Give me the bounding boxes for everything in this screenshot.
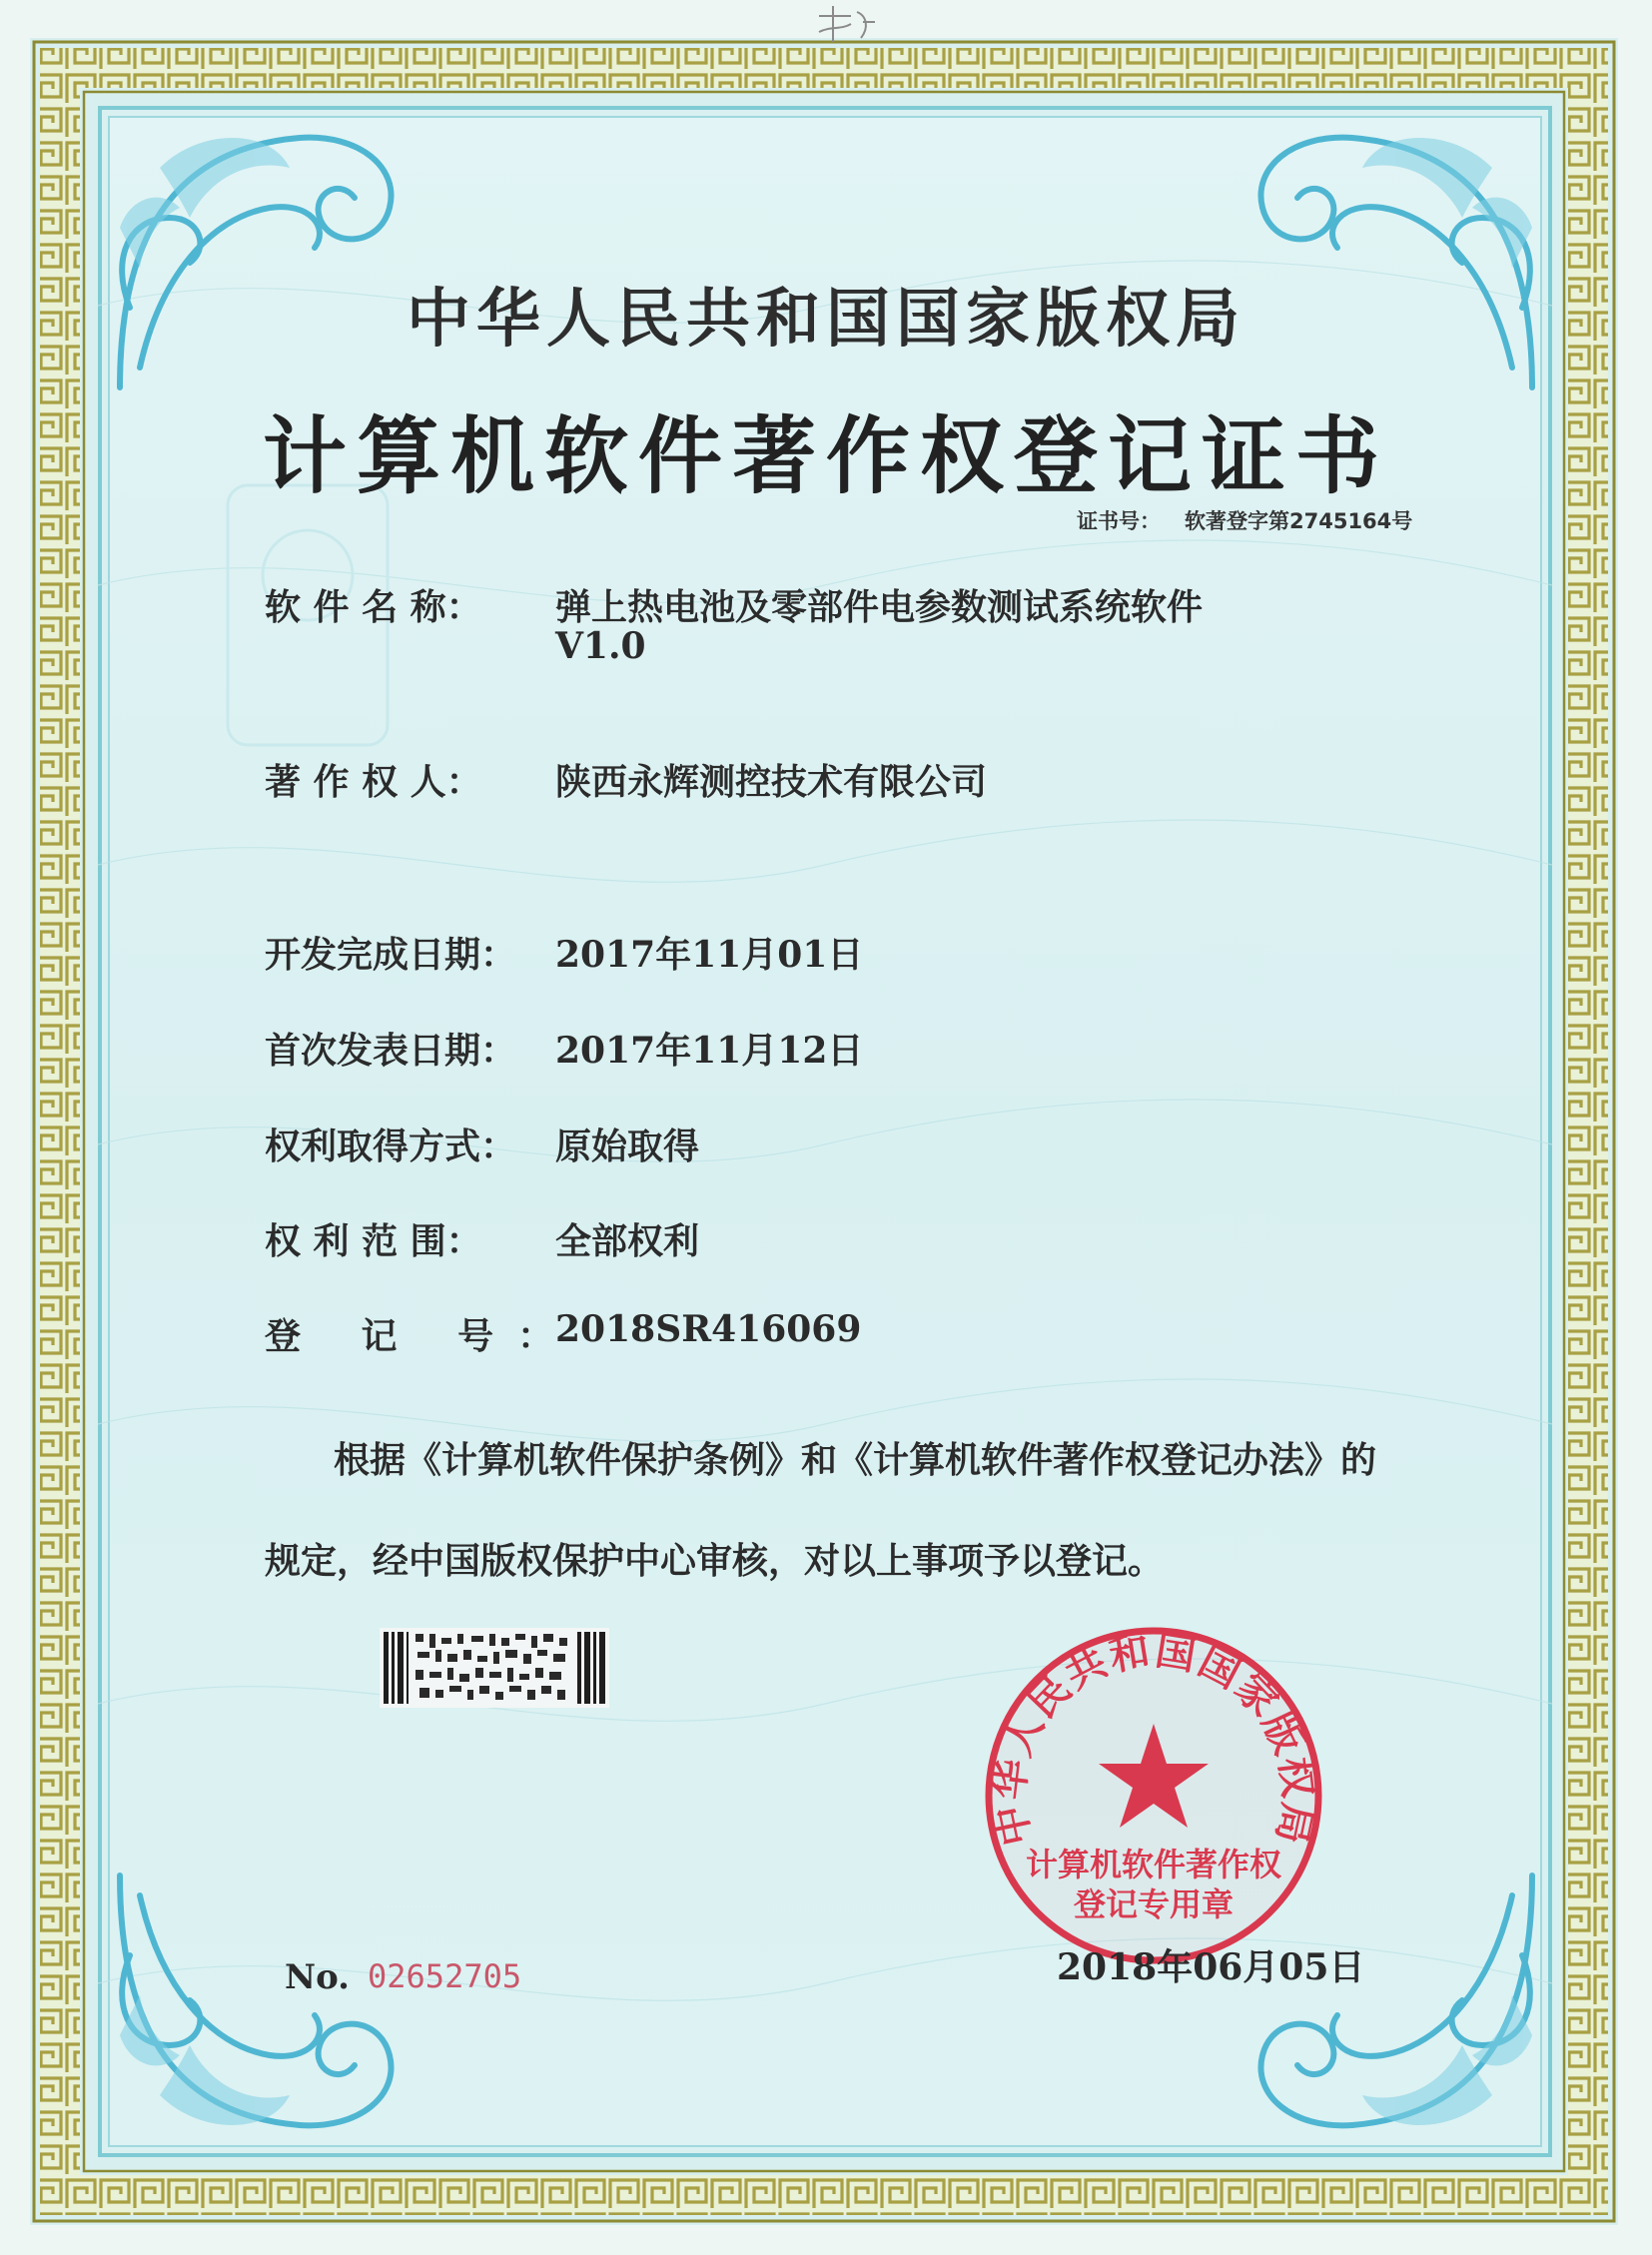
official-seal	[974, 1616, 1333, 1975]
publication-date-label: 首次发表日期：	[265, 1031, 517, 1072]
issue-date: 2018年06月05日	[1057, 1946, 1365, 1988]
registration-number-label: 登 记 号：	[265, 1316, 578, 1357]
completion-date-value: 2017年11月01日	[555, 934, 864, 976]
certificate-title: 计算机软件著作权登记证书	[262, 407, 1389, 505]
seal-outer-text: 中华人民共和国国家版权局	[986, 1628, 1321, 1851]
serial-number-value: 02652705	[368, 1957, 522, 1995]
publication-date-value: 2017年11月12日	[555, 1030, 864, 1072]
rights-scope-value: 全部权利	[555, 1220, 700, 1262]
serial-number-label: No.	[285, 1957, 350, 1997]
software-name-value: 弹上热电池及零部件电参数测试系统软件	[555, 586, 1204, 628]
certificate-number-value: 软著登字第2745164号	[1185, 509, 1413, 533]
software-name-label: 软 件 名 称：	[265, 587, 482, 628]
issuer-name: 中华人民共和国国家版权局	[407, 283, 1245, 357]
certificate-number-label: 证书号：	[1077, 509, 1161, 533]
barcode	[380, 1628, 609, 1708]
copyright-owner-label: 著 作 权 人：	[265, 762, 482, 803]
rights-scope-label: 权 利 范 围：	[265, 1221, 482, 1262]
handwritten-mark	[811, 2, 881, 52]
corner-ornament-top-right	[1223, 108, 1552, 407]
statement-line-1: 根据《计算机软件保护条例》和《计算机软件著作权登记办法》的	[334, 1439, 1377, 1481]
completion-date-label: 开发完成日期：	[265, 935, 517, 976]
acquisition-method-value: 原始取得	[555, 1126, 700, 1167]
corner-ornament-bottom-left	[100, 1856, 429, 2155]
corner-ornament-top-left	[100, 108, 429, 407]
seal-inner-line-2: 登记专用章	[1073, 1885, 1235, 1923]
statement-line-2: 规定，经中国版权保护中心审核，对以上事项予以登记。	[265, 1540, 1165, 1582]
seal-inner-line-1: 计算机软件著作权	[1025, 1846, 1282, 1883]
registration-number-value: 2018SR416069	[555, 1308, 862, 1350]
certificate-number	[1077, 505, 1412, 535]
acquisition-method-label: 权利取得方式：	[265, 1127, 517, 1167]
copyright-owner-value: 陕西永辉测控技术有限公司	[555, 761, 988, 803]
software-version-value: V1.0	[555, 625, 646, 667]
